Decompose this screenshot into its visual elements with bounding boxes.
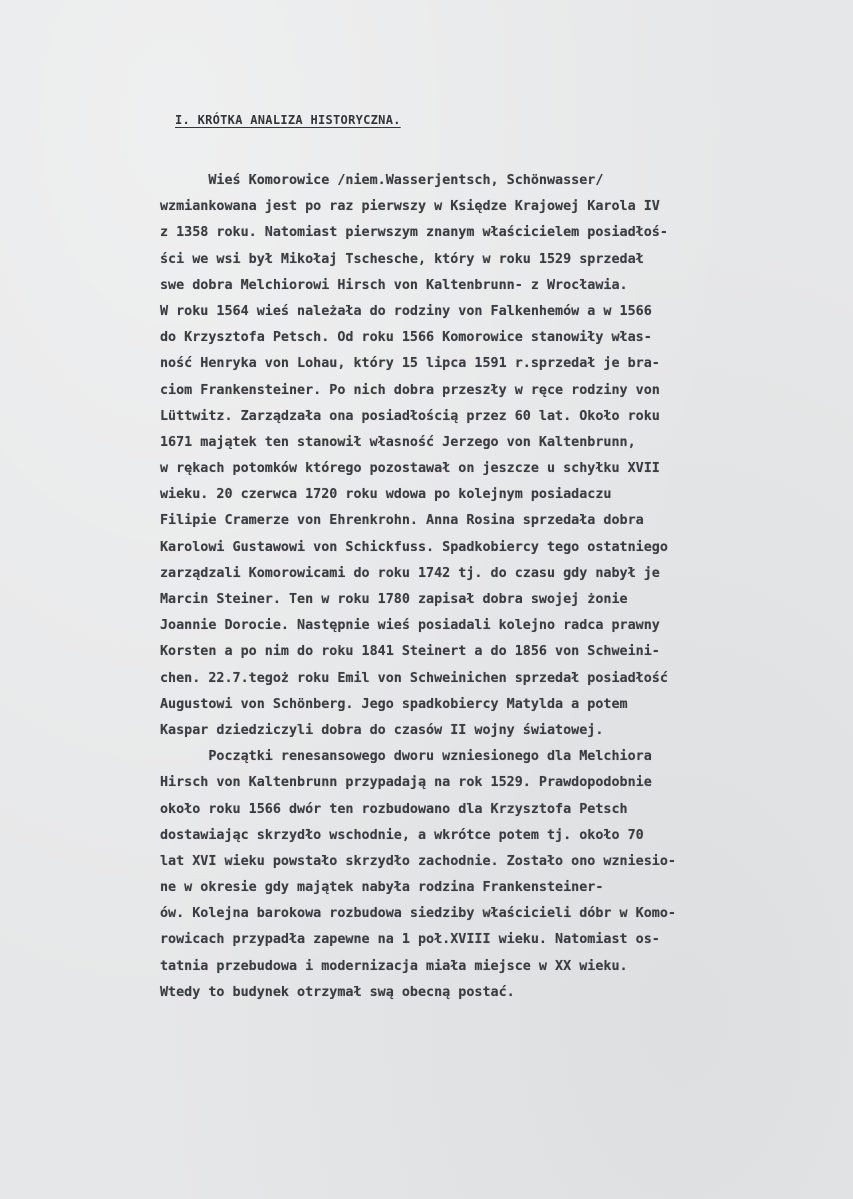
text-line: Wieś Komorowice /niem.Wasserjentsch, Schönwasser/ xyxy=(160,173,604,188)
text-line: w rękach potomków którego pozostawał on jeszcze u schyłku XVII xyxy=(160,461,660,477)
text-line: Wtedy to budynek otrzymał swą obecną postać. xyxy=(160,984,515,1000)
text-line: ści we wsi był Mikołaj Tschesche, który w roku 1529 sprzedał xyxy=(160,251,644,267)
text-line: dostawiając skrzydło wschodnie, a wkrótce potem tj. około 70 xyxy=(160,827,644,843)
text-line: Początki renesansowego dworu wzniesionego dla Melchiora xyxy=(160,749,652,765)
text-line: ciom Frankensteiner. Po nich dobra przeszły w ręce rodziny von xyxy=(160,382,660,398)
text-line: zarządzali Komorowicami do roku 1742 tj. do czasu gdy nabył je xyxy=(160,565,660,581)
text-line: lat XVI wieku powstało skrzydło zachodnie. Zostało ono wzniesio- xyxy=(160,853,676,869)
text-line: ów. Kolejna barokowa rozbudowa siedziby właścicieli dóbr w Komo- xyxy=(160,906,676,922)
text-line: 1671 majątek ten stanowił własność Jerzego von Kaltenbrunn, xyxy=(160,434,636,450)
text-line: Kaspar dziedziczyli dobra do czasów II wojny światowej. xyxy=(160,722,604,738)
text-line: z 1358 roku. Natomiast pierwszym znanym właścicielem posiadłoś- xyxy=(160,225,668,241)
text-line: Filipie Cramerze von Ehrenkrohn. Anna Rosina sprzedała dobra xyxy=(160,513,644,529)
section-heading: I. KRÓTKA ANALIZA HISTORYCZNA. xyxy=(175,113,401,127)
text-line: do Krzysztofa Petsch. Od roku 1566 Komorowice stanowiły włas- xyxy=(160,330,652,346)
text-line: wieku. 20 czerwca 1720 roku wdowa po kolejnym posiadaczu xyxy=(160,487,612,503)
text-line: Korsten a po nim do roku 1841 Steinert a do 1856 von Schweini- xyxy=(160,644,660,660)
text-line: około roku 1566 dwór ten rozbudowano dla Krzysztofa Petsch xyxy=(160,801,628,817)
text-line: W roku 1564 wieś należała do rodziny von Falkenhemów a w 1566 xyxy=(160,303,652,319)
text-line: wzmiankowana jest po raz pierwszy w Księdze Krajowej Karola IV xyxy=(160,199,660,215)
text-line: rowicach przypadła zapewne na 1 poł.XVIII wieku. Natomiast os- xyxy=(160,932,660,948)
text-line: ne w okresie gdy majątek nabyła rodzina Frankensteiner- xyxy=(160,880,604,896)
text-line: swe dobra Melchiorowi Hirsch von Kaltenbrunn- z Wrocławia. xyxy=(160,277,628,293)
body-text xyxy=(160,168,676,1006)
text-line: Karolowi Gustawowi von Schickfuss. Spadkobiercy tego ostatniego xyxy=(160,539,668,555)
text-line: Joannie Dorocie. Następnie wieś posiadali kolejno radca prawny xyxy=(160,618,660,634)
text-line: ność Henryka von Lohau, który 15 lipca 1591 r.sprzedał je bra- xyxy=(160,356,660,372)
text-line: Marcin Steiner. Ten w roku 1780 zapisał dobra swojej żonie xyxy=(160,592,628,607)
text-line: Lüttwitz. Zarządzała ona posiadłością przez 60 lat. Około roku xyxy=(160,408,660,424)
text-line: tatnia przebudowa i modernizacja miała miejsce w XX wieku. xyxy=(160,958,628,974)
text-line: chen. 22.7.tegoż roku Emil von Schweinichen sprzedał posiadłość xyxy=(160,670,668,686)
text-line: Hirsch von Kaltenbrunn przypadają na rok 1529. Prawdopodobnie xyxy=(160,775,652,791)
text-line: Augustowi von Schönberg. Jego spadkobiercy Matylda a potem xyxy=(160,696,628,712)
